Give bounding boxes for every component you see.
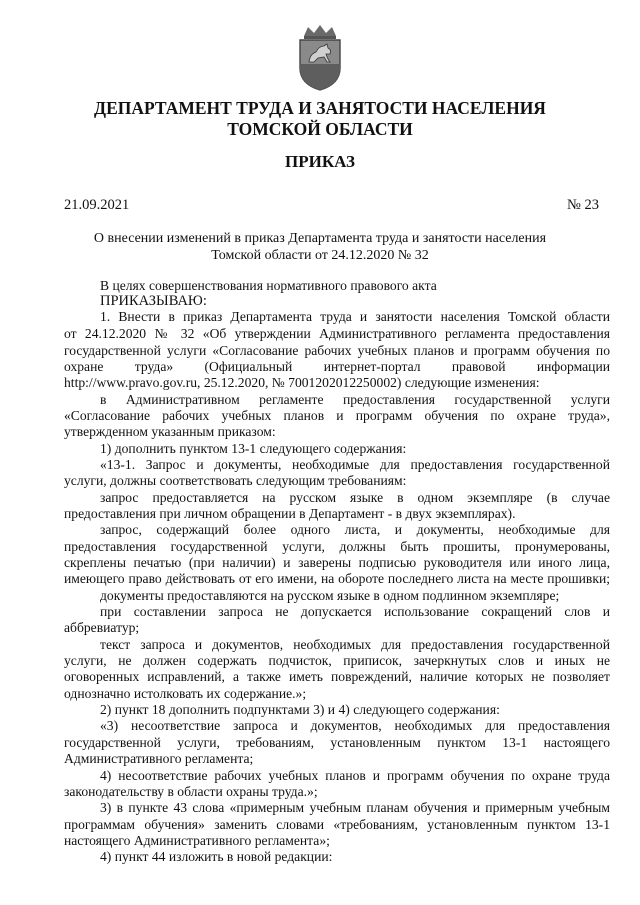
subject-line2: Томской области от 24.12.2020 № 32 <box>211 248 429 263</box>
body-line: предоставления при личном обращении в Департамент - в двух экземплярах). <box>64 506 516 521</box>
order-number: № 23 <box>567 197 599 213</box>
body-line: «Согласование рабочих учебных планов и программ обучения по охране труда», <box>64 408 610 423</box>
document-type: ПРИКАЗ <box>285 152 355 171</box>
body-line: скреплены печатью (при наличии) и заверены подписью руководителя или иного лица, <box>64 555 610 570</box>
body-line: «13-1. Запрос и документы, необходимые для предоставления государственной <box>100 457 610 472</box>
order-subject <box>0 230 640 264</box>
body-line: 4) пункт 44 изложить в новой редакции: <box>100 849 333 864</box>
body-line: оговоренных исправлений, а также иметь повреждений, наличие которых не позволяет <box>64 669 610 684</box>
body-line: текст запроса и документов, необходимых для предоставления государственной <box>100 637 610 652</box>
coat-of-arms-icon <box>292 24 348 92</box>
body-line: 1) дополнить пунктом 13-1 следующего содержания: <box>100 441 407 456</box>
order-date: 21.09.2021 <box>64 197 130 213</box>
body-line: 2) пункт 18 дополнить подпунктами 3) и 4) следующего содержания: <box>100 702 500 717</box>
body-line: «3) несоответствие запроса и документов, необходимых для предоставления <box>100 718 610 733</box>
body-line: государственной услуги «Согласование рабочих учебных планов и программ обучения по <box>64 343 610 358</box>
body-line: запрос предоставляется на русском языке в одном экземпляре (в случае <box>100 490 610 505</box>
department-name-line1: ДЕПАРТАМЕНТ ТРУДА И ЗАНЯТОСТИ НАСЕЛЕНИЯ <box>94 98 546 118</box>
body-line: запрос, содержащий более одного листа, и документы, необходимые для <box>100 522 610 537</box>
body-line: документы предоставляются на русском языке в одном подлинном экземпляре; <box>100 588 560 603</box>
body-line: услуги, должны соответствовать следующим требованиям: <box>64 473 407 488</box>
body-line: предоставления государственной услуги, должны быть прошиты, пронумерованы, <box>64 539 610 554</box>
body-line: имеющего право действовать от его имени, на обороте последнего листа на месте прошивки; <box>64 571 610 586</box>
body-line: программам обучения» заменить словами «требованиям, установленным пунктом 13-1 <box>64 817 610 832</box>
body-line: услуги, не должен содержать подчисток, приписок, зачеркнутых слов и иных не <box>64 653 610 668</box>
body-line: ПРИКАЗЫВАЮ: <box>100 293 207 309</box>
body-line: государственной услуги, требованиям, установленным пунктом 13-1 настоящего <box>64 735 610 750</box>
body-line: 1. Внести в приказ Департамента труда и занятости населения Томской области <box>100 309 610 324</box>
body-line: при составлении запроса не допускается использование сокращений слов и <box>100 604 610 619</box>
body-line: в Административном регламенте предоставления государственной услуги <box>100 392 610 407</box>
subject-line1: О внесении изменений в приказ Департамента труда и занятости населения <box>93 231 547 246</box>
body-line: настоящего Административного регламента»; <box>64 833 330 848</box>
body-line: от 24.12.2020 № 32 «Об утверждении Административного регламента предоставления <box>64 326 610 341</box>
body-line: однозначно истолковать их содержание.»; <box>64 686 307 701</box>
body-line: утвержденном указанным приказом: <box>64 424 276 439</box>
body-line: охране труда» (Официальный интернет-портал правовой информации <box>64 359 610 374</box>
body-line: http://www.pravo.gov.ru, 25.12.2020, № 7001202012250002) следующие изменения: <box>64 375 540 390</box>
body-line: законодательству в области охраны труда.»; <box>64 784 318 799</box>
body-line: 3) в пункте 43 слова «примерным учебным планам обучения и примерным учебным <box>100 800 610 815</box>
body-line: 4) несоответствие рабочих учебных планов и программ обучения по охране труда <box>100 768 610 783</box>
body-line: аббревиатур; <box>64 620 140 635</box>
department-name-line2: ТОМСКОЙ ОБЛАСТИ <box>227 119 413 139</box>
body-line: В целях совершенствования нормативного правового акта <box>100 278 437 293</box>
body-line: Административного регламента; <box>64 751 254 766</box>
